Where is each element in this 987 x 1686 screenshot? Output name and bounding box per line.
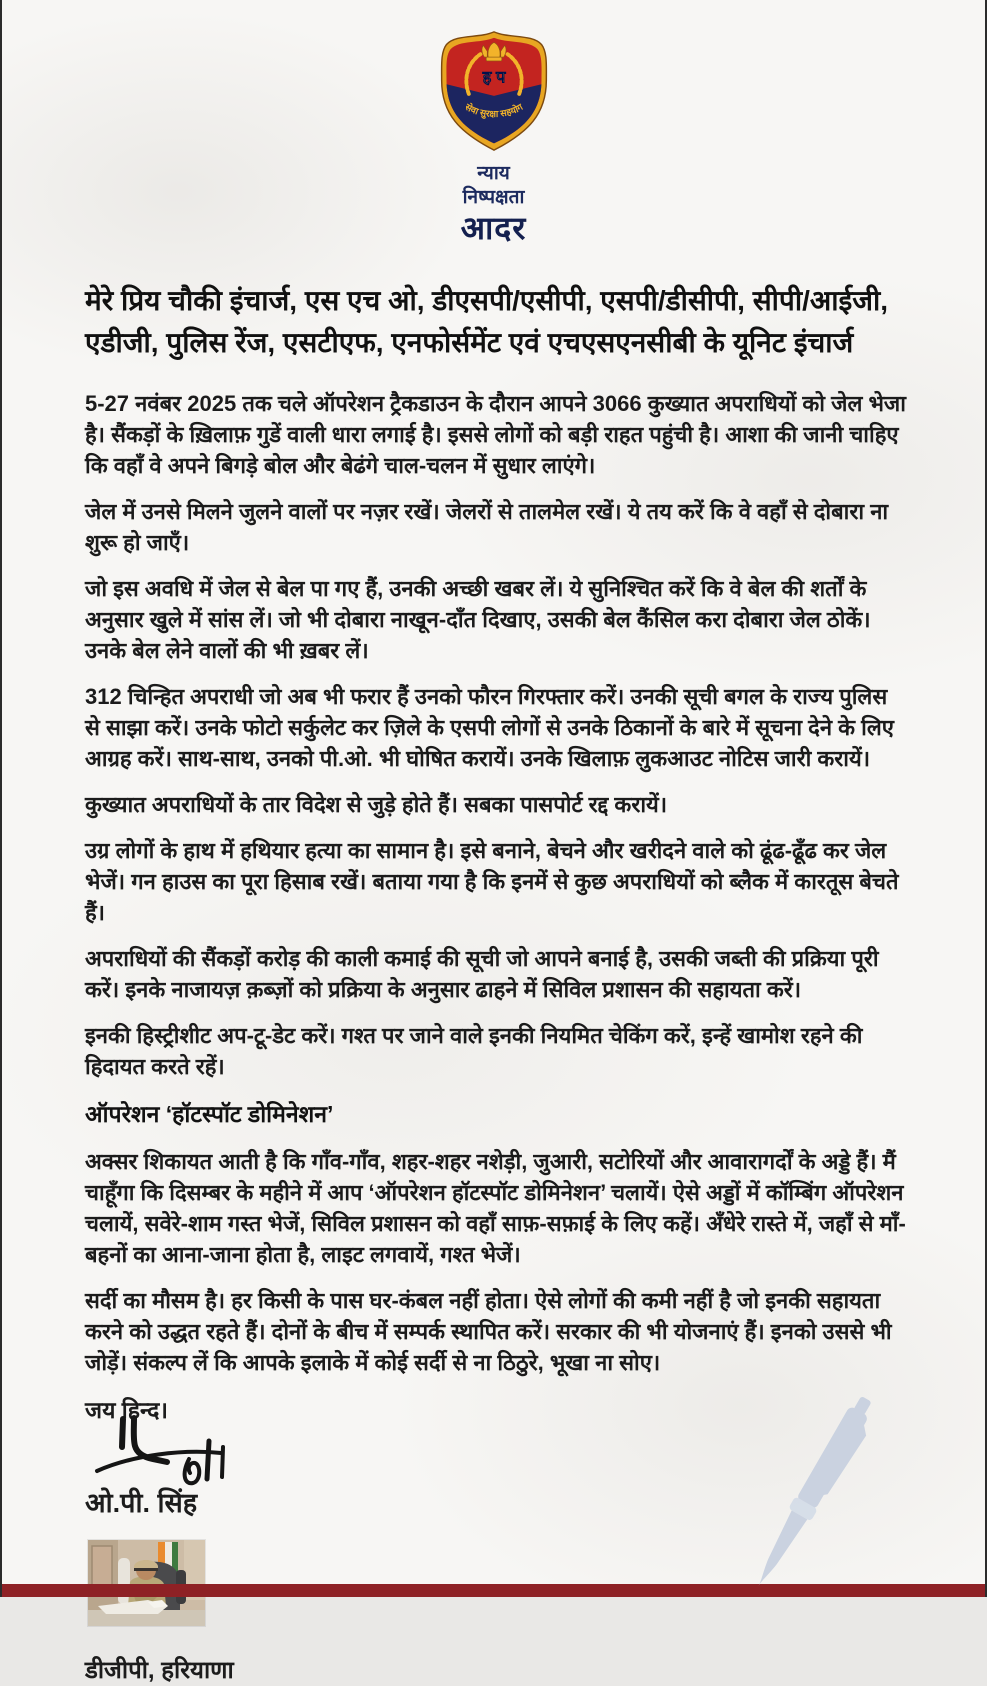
letter-paragraph: 5-27 नवंबर 2025 तक चले ऑपरेशन ट्रैकडाउन के दौरान आपने 3066 कुख्यात अपराधियों को जेल भेजा है। सैंकड़ों के ख़िलाफ़ गुडें वाली धारा लगाई है। इससे लोगों को बड़ी राहत पहुंची है। आशा की जानी चाहिए कि वहाँ वे अपने बिगड़े बोल और बेढंगे चाल-चलन में सुधार लाएंगे। [85, 390, 906, 478]
letter-paragraph: उग्र लोगों के हाथ में हथियार हत्या का सामान है। इसे बनाने, बेचने और खरीदने वाले को ढूंढ-ढूँढ कर जेल भेजें। गन हाउस का पूरा हिसाब रखें। बताया गया है कि इनमें से कुछ अपराधियों को ब्लैक में कारतूस बेचते हैं। [85, 837, 899, 925]
signatory-photo [88, 1540, 205, 1626]
emblem-initials: ह प [482, 68, 505, 87]
operation-hotspot-domination-heading: ऑपरेशन ‘हॉटस्पॉट डोमिनेशन’ [85, 1100, 334, 1127]
letter-paragraph: जेल में उनसे मिलने जुलने वालों पर नज़र रखें। जेलरों से तालमेल रखें। ये तय करें कि वे वहाँ से दोबारा ना शुरू हो जाएँ। [85, 498, 889, 555]
emblem-value-nyaya: न्याय [477, 163, 510, 184]
letter-paragraph: अक्सर शिकायत आती है कि गाँव-गाँव, शहर-शहर नशेड़ी, जुआरी, सटोरियों और आवारागर्दों के अड्डे हैं। मैं चाहूँगा कि दिसम्बर के महीने में आप ‘ऑपरेशन हॉटस्पॉट डोमिनेशन’ चलायें। ऐसे अड्डों में कॉम्बिंग ऑपरेशन चलायें, सवेरे-शाम गस्त भेजें, सिविल प्रशासन को वहाँ साफ़-सफ़ाई के लिए कहें। अँधेरे रास्ते में, जहाँ से माँ-बहनों का आना-जाना होता है, लाइट लगवायें, गश्त भेजें। [85, 1148, 906, 1267]
letter-paragraph: 312 चिन्हित अपराधी जो अब भी फरार हैं उनको फौरन गिरफ्तार करें। उनकी सूची बगल के राज्य पुलिस से साझा करें। उनके फोटो सर्कुलेट कर ज़िले के एसपी लोगों से उनके ठिकानों के बारे में सूचना देने के लिए आग्रह करें। साथ-साथ, उनको पी.ओ. भी घोषित करायें। उनके खिलाफ़ लुकआउट नोटिस जारी करायें। [85, 683, 894, 771]
signatory-name: ओ.पी. सिंह [85, 1487, 198, 1518]
page-edge-left [0, 0, 2, 1597]
letter-paragraph: सर्दी का मौसम है। हर किसी के पास घर-कंबल नहीं होता। ऐसे लोगों की कमी नहीं है जो इनकी सहायता करने को उद्धत रहते हैं। दोनों के बीच में सम्पर्क स्थापित करें। सरकार की भी योजनाएं हैं। इनको उससे भी जोड़ें। संकल्प लें कि आपके इलाके में कोई सर्दी से ना ठिठुरे, भूखा ना सोए। [85, 1287, 892, 1375]
emblem-values [0, 164, 987, 246]
emblem-motto: सेवा सुरक्षा सहयोग [463, 101, 524, 119]
signatory-title: डीजीपी, हरियाणा [85, 1656, 234, 1684]
emblem-value-aadar: आदर [460, 209, 527, 246]
haryana-police-emblem-icon [435, 28, 553, 154]
letter-paragraph: अपराधियों की सैंकड़ों करोड़ की काली कमाई की सूची जो आपने बनाई है, उसकी जब्ती की प्रक्रिया पूरी करें। इनके नाजायज़ क़ब्ज़ों को प्रक्रिया के अनुसार ढाहने में सिविल प्रशासन की सहायता करें। [85, 945, 879, 1002]
letter-salutation: मेरे प्रिय चौकी इंचार्ज, एस एच ओ, डीएसपी/एसीपी, एसपी/डीसीपी, सीपी/आईजी, एडीजी, पुलिस रेंज, एसटीएफ, एनफोर्समेंट एवं एचएसएनसीबी के यूनिट इंचार्ज [85, 284, 889, 358]
letter-paragraph: जो इस अवधि में जेल से बेल पा गए हैं, उनकी अच्छी खबर लें। ये सुनिश्चित करें कि वे बेल की शर्तों के अनुसार खुले में सांस लें। जो भी दोबारा नाखून-दाँत दिखाए, उसकी बेल कैंसिल करा दोबारा जेल ठोकें। उनके बेल लेने वालों की भी ख़बर लें। [85, 575, 871, 663]
closing-jai-hind: जय हिन्द। [85, 1396, 169, 1423]
emblem-value-nishpakshata: निष्पक्षता [462, 186, 525, 208]
emblem-block [0, 0, 987, 246]
letter-paragraph: इनकी हिस्ट्रीशीट अप-टू-डेट करें। गश्त पर जाने वाले इनकी नियमित चेकिंग करें, इन्हें खामोश रहने की हिदायत करते रहें। [85, 1022, 863, 1079]
pen-watermark-icon [726, 1390, 896, 1605]
letter-paragraph: कुख्यात अपराधियों के तार विदेश से जुड़े होते हैं। सबका पासपोर्ट रद्द करायें। [85, 791, 668, 817]
